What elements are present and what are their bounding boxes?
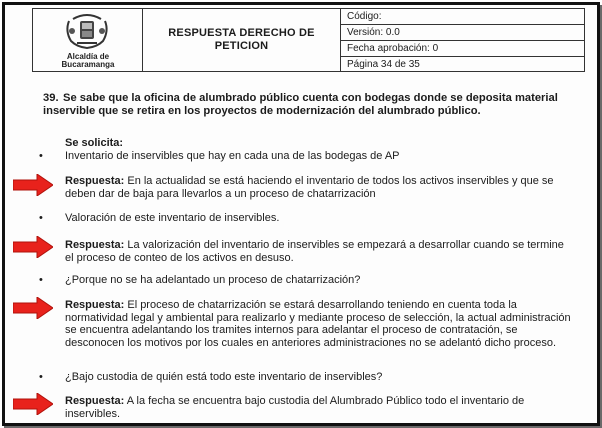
bullet-icon: • — [39, 212, 43, 224]
request-label: Se solicita: — [65, 137, 124, 149]
question-number: 39. — [43, 92, 59, 104]
red-arrow-icon — [13, 297, 53, 319]
logo-text-line1: Alcaldía de — [66, 52, 110, 61]
response-label: Respuesta: — [65, 299, 125, 311]
bullet-icon: • — [39, 150, 43, 162]
document-page — [2, 2, 600, 426]
logo-text-line2: Bucaramanga — [61, 60, 115, 69]
red-arrow-icon — [13, 174, 53, 196]
meta-page: Página 34 de 35 — [347, 59, 420, 70]
response-text: La valorización del inventario de inservibles se empezará a desarrollar cuando se termine el proceso de conteo de los activos en desuso. — [65, 239, 564, 264]
request-item: Valoración de este inventario de inservibles. — [65, 212, 280, 224]
response-text: En la actualidad se está haciendo el inventario de todos los activos inservibles y que se deben dar de baja para llevarlos a un proceso de chatarrización — [65, 175, 554, 200]
question-title — [43, 92, 571, 118]
red-arrow-icon — [13, 393, 53, 415]
response-item — [65, 175, 575, 200]
response-text: El proceso de chatarrización se estará desarrollando teniendo en cuenta toda la normatividad legal y ambiental para realizarlo y mediante proceso de selección, la actual administración se encuentra adelantando los tramites internos para adelantar el proceso de contratación, se desconocen los motivos por los cuales en anteriores administraciones no se adelantó dicho proceso. — [65, 299, 571, 349]
request-item: ¿Bajo custodia de quién está todo este inventario de inservibles? — [65, 371, 383, 383]
header-meta — [341, 9, 584, 71]
request-item: Inventario de inservibles que hay en cada una de las bodegas de AP — [65, 150, 400, 162]
header-title-cell — [143, 9, 341, 71]
response-item — [65, 239, 575, 264]
meta-version: Versión: 0.0 — [341, 25, 584, 41]
question-text: Se sabe que la oficina de alumbrado público cuenta con bodegas donde se deposita material inservible que se retira en los proyectos de modernización del alumbrado público. — [43, 92, 558, 117]
city-seal-icon — [63, 13, 111, 51]
logo-cell — [33, 9, 143, 71]
document-title: RESPUESTA DERECHO DE PETICION — [168, 27, 315, 52]
bullet-icon: • — [39, 274, 43, 286]
response-label: Respuesta: — [65, 175, 125, 187]
meta-approval-date: Fecha aprobación: 0 — [341, 41, 584, 57]
document-header — [32, 8, 585, 72]
bullet-icon: • — [39, 371, 43, 383]
response-label: Respuesta: — [65, 395, 125, 407]
response-label: Respuesta: — [65, 239, 125, 251]
meta-code: Código: — [341, 9, 584, 25]
response-item — [65, 299, 575, 349]
red-arrow-icon — [13, 236, 53, 258]
request-item: ¿Porque no se ha adelantado un proceso de chatarrización? — [65, 274, 361, 286]
response-item — [65, 395, 575, 420]
response-text: A la fecha se encuentra bajo custodia del Alumbrado Público todo el inventario de inservibles. — [65, 395, 525, 420]
